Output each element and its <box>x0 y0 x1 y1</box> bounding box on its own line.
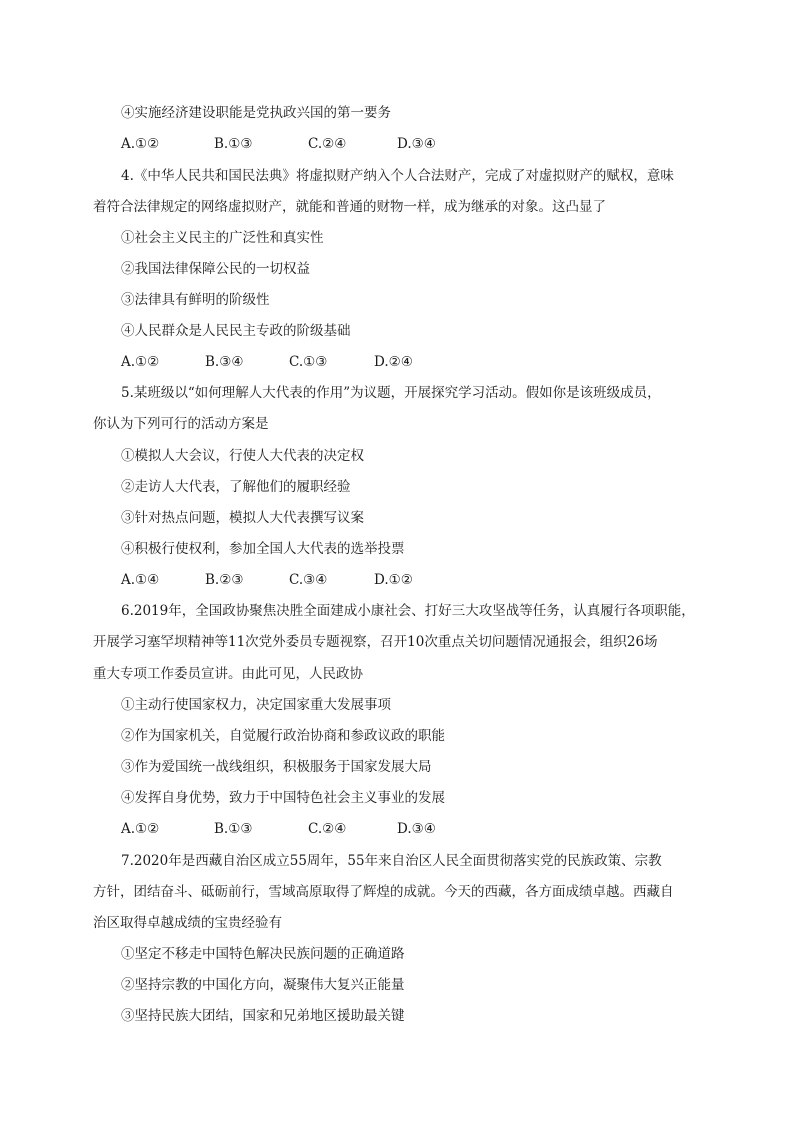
q4-item-4: ④人民群众是人民民主专政的阶级基础 <box>121 323 351 339</box>
q5-option-a: A.①④ <box>121 572 160 588</box>
q7-stem-line-1: 7.2020年是西藏自治区成立55周年，55年来自治区人民全面贯彻落实党的民族政策、宗教 <box>121 853 662 869</box>
q3-option-b: B.①③ <box>214 136 253 152</box>
q4-stem-line-2: 着符合法律规定的网络虚拟财产，就能和普通的财物一样，成为继承的对象。这凸显了 <box>93 199 606 215</box>
q6-option-d: D.③④ <box>397 821 436 837</box>
q6-stem-line-3: 重大专项工作委员宣讲。由此可见，人民政协 <box>93 666 363 682</box>
q4-option-b: B.③④ <box>205 354 244 370</box>
q5-option-c: C.③④ <box>289 572 328 588</box>
q3-option-d: D.③④ <box>397 136 436 152</box>
q6-stem-line-2: 开展学习塞罕坝精神等11次党外委员专题视察，召开10次重点关切问题情况通报会，组织26场 <box>93 634 658 650</box>
q4-option-c: C.①③ <box>289 354 328 370</box>
q6-option-c: C.②④ <box>308 821 347 837</box>
q4-stem-line-1: 4.《中华人民共和国民法典》将虚拟财产纳入个人合法财产，完成了对虚拟财产的赋权，意味 <box>121 168 674 184</box>
q3-options <box>121 135 436 153</box>
q5-stem-line-1: 5.某班级以“如何理解人大代表的作用”为议题，开展探究学习活动。假如你是该班级成员， <box>121 385 661 401</box>
q3-option-a: A.①② <box>121 136 160 152</box>
q4-item-1: ①社会主义民主的广泛性和真实性 <box>121 230 324 246</box>
q5-stem-line-2: 你认为下列可行的活动方案是 <box>93 416 269 432</box>
q4-option-d: D.②④ <box>374 354 413 370</box>
q7-stem-line-2: 方针，团结奋斗、砥砺前行，雪域高原取得了辉煌的成就。今天的西藏，各方面成绩卓越。西藏自 <box>93 884 674 900</box>
q5-item-1: ①模拟人大会议，行使人大代表的决定权 <box>121 448 364 464</box>
q3-item-4: ④实施经济建设职能是党执政兴国的第一要务 <box>121 105 391 121</box>
q6-item-1: ①主动行使国家权力，决定国家重大发展事项 <box>121 697 391 713</box>
q6-item-4: ④发挥自身优势，致力于中国特色社会主义事业的发展 <box>121 790 445 806</box>
q6-option-a: A.①② <box>121 821 160 837</box>
q6-item-3: ③作为爱国统一战线组织，积极服务于国家发展大局 <box>121 759 432 775</box>
q7-stem-line-3: 治区取得卓越成绩的宝贵经验有 <box>93 915 282 931</box>
q7-item-2: ②坚持宗教的中国化方向，凝聚伟大复兴正能量 <box>121 977 405 993</box>
q6-option-b: B.①③ <box>214 821 253 837</box>
q5-options <box>121 571 413 589</box>
q7-item-1: ①坚定不移走中国特色解决民族问题的正确道路 <box>121 946 405 962</box>
q5-item-2: ②走访人大代表，了解他们的履职经验 <box>121 479 351 495</box>
q5-option-b: B.②③ <box>205 572 244 588</box>
q4-item-3: ③法律具有鲜明的阶级性 <box>121 292 270 308</box>
q5-item-3: ③针对热点问题，模拟人大代表撰写议案 <box>121 510 364 526</box>
q3-option-c: C.②④ <box>308 136 347 152</box>
q6-stem-line-1: 6.2019年，全国政协聚焦决胜全面建成小康社会、打好三大攻坚战等任务，认真履行各项职能， <box>121 603 695 619</box>
q4-options <box>121 353 413 371</box>
q6-item-2: ②作为国家机关，自觉履行政治协商和参政议政的职能 <box>121 728 445 744</box>
q6-options <box>121 820 436 838</box>
q5-option-d: D.①② <box>374 572 413 588</box>
q4-option-a: A.①② <box>121 354 160 370</box>
q5-item-4: ④积极行使权利，参加全国人大代表的选举投票 <box>121 541 405 557</box>
q7-item-3: ③坚持民族大团结，国家和兄弟地区援助最关键 <box>121 1008 405 1024</box>
q4-item-2: ②我国法律保障公民的一切权益 <box>121 261 310 277</box>
